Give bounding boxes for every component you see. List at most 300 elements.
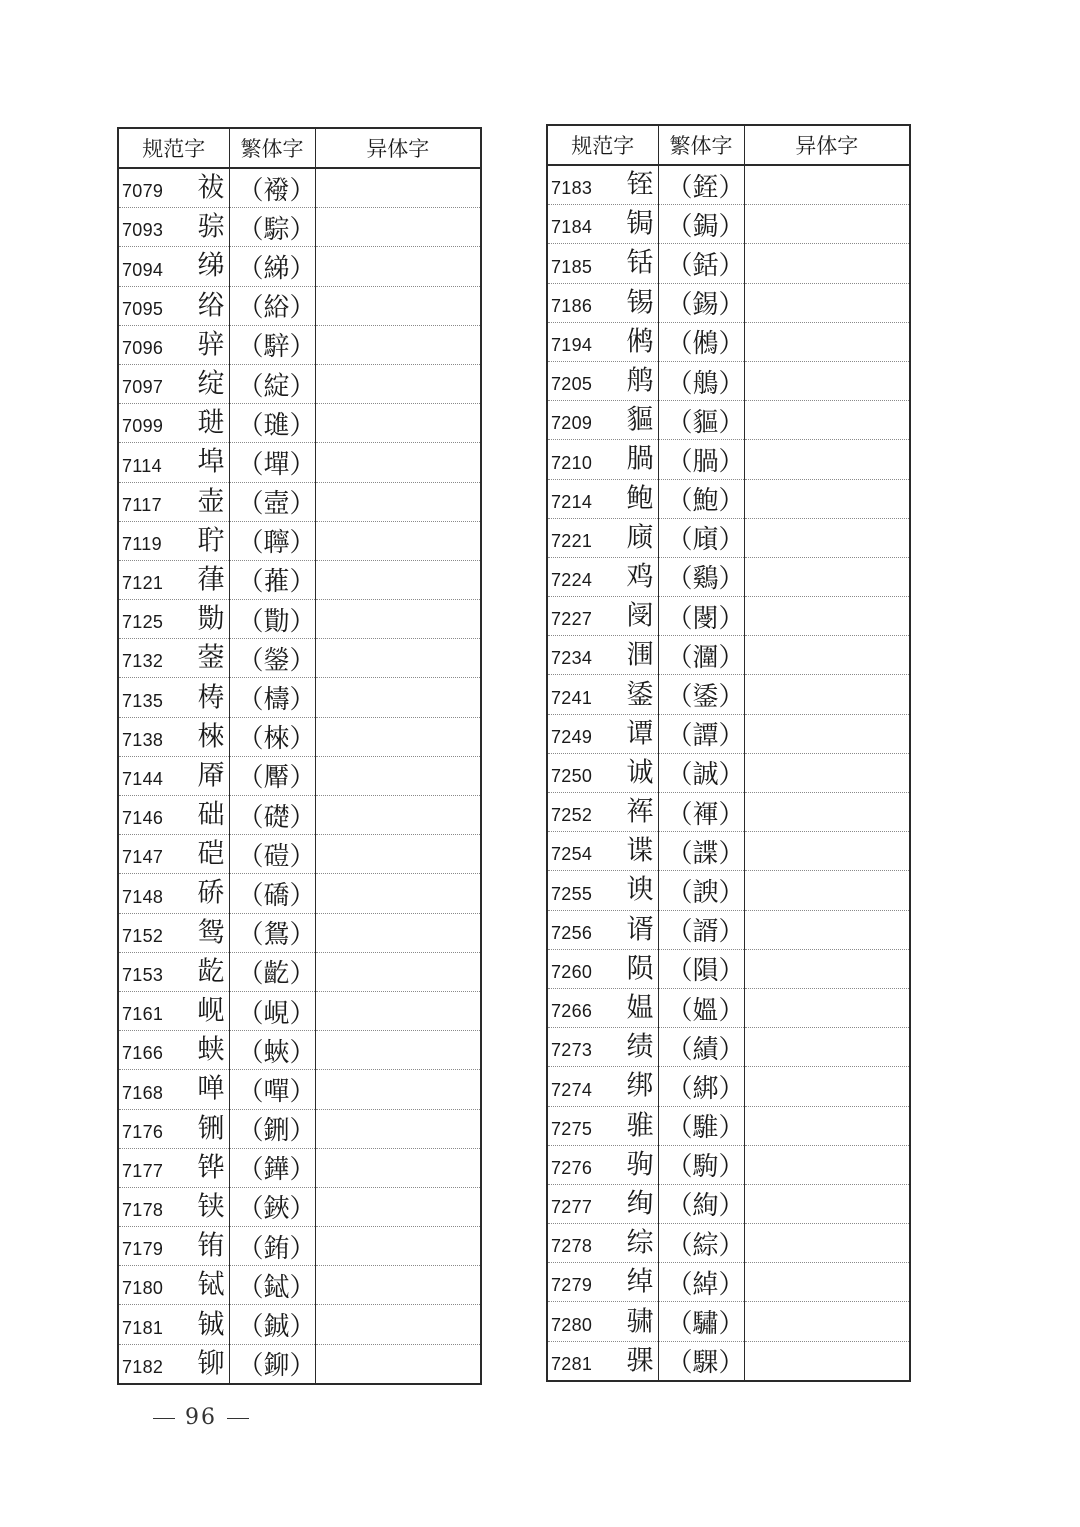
traditional-char: （鷄） xyxy=(658,557,744,596)
standard-cell xyxy=(118,560,229,599)
table-row xyxy=(118,874,481,913)
standard-char: 阌 xyxy=(626,600,654,632)
traditional-char: （齕） xyxy=(229,952,315,991)
variant-char xyxy=(315,639,481,678)
char-code: 7183 xyxy=(551,178,593,199)
table-row xyxy=(547,636,910,675)
table-row xyxy=(118,208,481,247)
variant-char xyxy=(744,479,910,518)
char-code: 7205 xyxy=(551,374,593,395)
char-code: 7210 xyxy=(551,452,593,473)
char-code: 7279 xyxy=(551,1275,593,1296)
standard-char: 鋈 xyxy=(626,679,654,711)
table-row xyxy=(118,482,481,521)
page-footer xyxy=(143,1405,259,1430)
variant-char xyxy=(744,1184,910,1223)
traditional-char: （鉚） xyxy=(229,1344,315,1384)
standard-char: 厣 xyxy=(197,760,225,792)
standard-cell xyxy=(547,322,658,361)
standard-cell xyxy=(547,1067,658,1106)
variant-char xyxy=(744,675,910,714)
traditional-char: （璡） xyxy=(229,404,315,443)
char-code: 7185 xyxy=(551,256,593,277)
table-row xyxy=(118,1344,481,1384)
standard-cell xyxy=(547,244,658,283)
table-row xyxy=(118,717,481,756)
table-row xyxy=(547,753,910,792)
standard-char: 蛱 xyxy=(197,1034,225,1066)
standard-char: 貙 xyxy=(626,404,654,436)
table-row xyxy=(547,1067,910,1106)
table-row xyxy=(547,165,910,205)
table-row xyxy=(547,205,910,244)
standard-cell xyxy=(547,675,658,714)
variant-char xyxy=(744,1106,910,1145)
char-code: 7138 xyxy=(122,729,164,750)
char-code: 7161 xyxy=(122,1004,164,1025)
char-code: 7182 xyxy=(122,1356,164,1377)
table-row xyxy=(118,913,481,952)
char-code: 7266 xyxy=(551,1001,593,1022)
variant-char xyxy=(315,952,481,991)
traditional-char: （絢） xyxy=(658,1184,744,1223)
standard-cell xyxy=(547,557,658,596)
traditional-char: （騍） xyxy=(658,1341,744,1381)
standard-char: 铗 xyxy=(197,1191,225,1223)
variant-char xyxy=(315,600,481,639)
char-code: 7096 xyxy=(122,337,164,358)
char-code: 7221 xyxy=(551,530,593,551)
traditional-char: （騌） xyxy=(229,208,315,247)
char-code: 7276 xyxy=(551,1157,593,1178)
standard-char: 庼 xyxy=(626,522,654,554)
standard-cell xyxy=(118,1031,229,1070)
traditional-char: （鏵） xyxy=(229,1148,315,1187)
standard-cell xyxy=(118,521,229,560)
standard-cell xyxy=(547,636,658,675)
table-row xyxy=(118,560,481,599)
traditional-char: （鋏） xyxy=(229,1187,315,1226)
char-code: 7117 xyxy=(122,494,162,515)
table-row xyxy=(547,401,910,440)
standard-cell xyxy=(118,404,229,443)
standard-char: 谀 xyxy=(626,874,654,906)
standard-cell xyxy=(547,361,658,400)
table-row xyxy=(118,678,481,717)
table-row xyxy=(547,988,910,1027)
table-row xyxy=(118,364,481,403)
variant-char xyxy=(315,1227,481,1266)
standard-cell xyxy=(547,714,658,753)
variant-char xyxy=(315,796,481,835)
standard-char: 绰 xyxy=(626,1266,654,1298)
variant-char xyxy=(744,205,910,244)
standard-cell xyxy=(547,165,658,205)
standard-char: 骍 xyxy=(197,329,225,361)
standard-char: 陨 xyxy=(626,953,654,985)
standard-char: 硚 xyxy=(197,877,225,909)
standard-char: 壶 xyxy=(197,486,225,518)
standard-cell xyxy=(547,205,658,244)
variant-char xyxy=(315,560,481,599)
table-row xyxy=(547,322,910,361)
variant-char xyxy=(315,208,481,247)
table-row xyxy=(547,1341,910,1381)
standard-cell xyxy=(547,1302,658,1341)
standard-char: 岘 xyxy=(197,995,225,1027)
variant-char xyxy=(315,678,481,717)
header-standard: 规范字 xyxy=(118,128,229,168)
traditional-char: （峴） xyxy=(229,991,315,1030)
char-code: 7168 xyxy=(122,1082,164,1103)
variant-char xyxy=(315,1031,481,1070)
variant-char xyxy=(744,753,910,792)
traditional-char: （誠） xyxy=(658,753,744,792)
traditional-char: （礎） xyxy=(229,796,315,835)
standard-cell xyxy=(547,1106,658,1145)
right-char-table xyxy=(546,124,911,1382)
variant-char xyxy=(315,913,481,952)
char-code: 7177 xyxy=(122,1160,164,1181)
table-row xyxy=(118,286,481,325)
char-code: 7277 xyxy=(551,1197,593,1218)
traditional-char: （駒） xyxy=(658,1145,744,1184)
standard-char: 祓 xyxy=(197,172,225,204)
standard-char: 棶 xyxy=(197,721,225,753)
traditional-char: （棶） xyxy=(229,717,315,756)
variant-char xyxy=(315,1148,481,1187)
variant-char xyxy=(315,756,481,795)
variant-char xyxy=(315,325,481,364)
standard-cell xyxy=(118,1305,229,1344)
table-row xyxy=(547,597,910,636)
standard-cell xyxy=(118,796,229,835)
header-standard: 规范字 xyxy=(547,125,658,165)
variant-char xyxy=(744,401,910,440)
traditional-char: （綜） xyxy=(658,1224,744,1263)
standard-char: 鸡 xyxy=(626,561,654,593)
standard-cell xyxy=(118,991,229,1030)
standard-char: 绤 xyxy=(197,290,225,322)
standard-char: 鲍 xyxy=(626,483,654,515)
char-code: 7227 xyxy=(551,609,593,630)
variant-char xyxy=(744,793,910,832)
standard-char: 媪 xyxy=(626,992,654,1024)
char-code: 7095 xyxy=(122,298,164,319)
table-row xyxy=(547,1263,910,1302)
standard-cell xyxy=(118,443,229,482)
traditional-char: （墠） xyxy=(229,443,315,482)
table-row xyxy=(547,675,910,714)
standard-cell xyxy=(547,479,658,518)
standard-cell xyxy=(118,756,229,795)
table-row xyxy=(118,521,481,560)
variant-char xyxy=(315,521,481,560)
header-row xyxy=(118,128,481,168)
char-code: 7275 xyxy=(551,1118,593,1139)
footer-dash-left xyxy=(153,1418,175,1419)
table-row xyxy=(118,1109,481,1148)
char-code: 7254 xyxy=(551,844,593,865)
table-row xyxy=(547,557,910,596)
char-code: 7121 xyxy=(122,573,164,594)
standard-char: 勚 xyxy=(197,603,225,635)
standard-char: 绩 xyxy=(626,1031,654,1063)
standard-char: 裈 xyxy=(626,796,654,828)
traditional-char: （騅） xyxy=(658,1106,744,1145)
standard-char: 琎 xyxy=(197,407,225,439)
standard-cell xyxy=(118,286,229,325)
standard-cell xyxy=(118,913,229,952)
standard-cell xyxy=(118,678,229,717)
table-row xyxy=(118,1305,481,1344)
standard-cell xyxy=(547,1224,658,1263)
char-code: 7224 xyxy=(551,570,593,591)
variant-char xyxy=(744,1067,910,1106)
variant-char xyxy=(315,1344,481,1384)
variant-char xyxy=(744,1145,910,1184)
table-row xyxy=(118,443,481,482)
standard-cell xyxy=(118,600,229,639)
standard-cell xyxy=(118,247,229,286)
traditional-char: （鋱） xyxy=(229,1266,315,1305)
traditional-char: （媼） xyxy=(658,988,744,1027)
traditional-char: （蓷） xyxy=(229,560,315,599)
char-code: 7176 xyxy=(122,1121,164,1142)
table-row xyxy=(118,639,481,678)
standard-char: 锔 xyxy=(626,208,654,240)
traditional-char: （諛） xyxy=(658,871,744,910)
char-code: 7153 xyxy=(122,964,164,985)
standard-char: 葎 xyxy=(197,564,225,596)
table-row xyxy=(118,1266,481,1305)
table-row xyxy=(118,1227,481,1266)
traditional-char: （綌） xyxy=(229,286,315,325)
table-row xyxy=(118,991,481,1030)
char-code: 7280 xyxy=(551,1314,593,1335)
variant-char xyxy=(744,1341,910,1381)
traditional-char: （驌） xyxy=(658,1302,744,1341)
standard-cell xyxy=(118,1227,229,1266)
variant-char xyxy=(315,247,481,286)
standard-char: 骔 xyxy=(197,211,225,243)
table-row xyxy=(118,247,481,286)
table-row xyxy=(547,1028,910,1067)
traditional-char: （貙） xyxy=(658,401,744,440)
traditional-char: （鋦） xyxy=(658,205,744,244)
traditional-char: （磑） xyxy=(229,835,315,874)
standard-char: 梼 xyxy=(197,682,225,714)
variant-char xyxy=(744,244,910,283)
char-code: 7194 xyxy=(551,334,593,355)
traditional-char: （廎） xyxy=(658,518,744,557)
char-code: 7079 xyxy=(122,181,164,202)
traditional-char: （鵃） xyxy=(658,361,744,400)
traditional-char: （鮑） xyxy=(658,479,744,518)
standard-char: 绽 xyxy=(197,368,225,400)
header-variant: 异体字 xyxy=(744,125,910,165)
standard-char: 涠 xyxy=(626,639,654,671)
left-char-table xyxy=(117,127,482,1385)
char-code: 7144 xyxy=(122,769,164,789)
variant-char xyxy=(744,988,910,1027)
char-code: 7214 xyxy=(551,491,593,512)
char-code: 7256 xyxy=(551,922,593,943)
standard-cell xyxy=(547,1145,658,1184)
standard-char: 铖 xyxy=(197,1309,225,1341)
char-code: 7114 xyxy=(122,455,162,476)
variant-char xyxy=(744,949,910,988)
traditional-char: （襏） xyxy=(229,168,315,208)
char-code: 7252 xyxy=(551,805,593,826)
variant-char xyxy=(744,557,910,596)
traditional-char: （諝） xyxy=(658,910,744,949)
header-traditional: 繁体字 xyxy=(658,125,744,165)
table-row xyxy=(118,1187,481,1226)
standard-cell xyxy=(118,325,229,364)
variant-char xyxy=(315,482,481,521)
standard-cell xyxy=(547,1263,658,1302)
standard-char: 鸳 xyxy=(197,917,225,949)
char-code: 7255 xyxy=(551,883,593,904)
standard-cell xyxy=(118,952,229,991)
traditional-char: （鋈） xyxy=(658,675,744,714)
standard-char: 硙 xyxy=(197,838,225,870)
standard-cell xyxy=(547,1184,658,1223)
char-code: 7260 xyxy=(551,961,593,982)
variant-char xyxy=(744,165,910,205)
traditional-char: （綻） xyxy=(229,364,315,403)
char-code: 7180 xyxy=(122,1278,164,1299)
standard-char: 铧 xyxy=(197,1152,225,1184)
traditional-char: （綽） xyxy=(658,1263,744,1302)
traditional-char: （銛） xyxy=(658,244,744,283)
standard-cell xyxy=(547,283,658,322)
traditional-char: （檮） xyxy=(229,678,315,717)
table-row xyxy=(118,835,481,874)
table-row xyxy=(547,1145,910,1184)
standard-cell xyxy=(118,364,229,403)
traditional-char: （鵂） xyxy=(658,322,744,361)
variant-char xyxy=(744,518,910,557)
standard-char: 锡 xyxy=(626,287,654,319)
standard-char: 鸺 xyxy=(626,326,654,358)
traditional-char: （勩） xyxy=(229,600,315,639)
standard-cell xyxy=(118,874,229,913)
variant-char xyxy=(744,1028,910,1067)
standard-char: 谭 xyxy=(626,718,654,750)
traditional-char: （壼） xyxy=(229,482,315,521)
standard-cell xyxy=(547,871,658,910)
variant-char xyxy=(315,168,481,208)
variant-char xyxy=(315,1266,481,1305)
traditional-char: （銪） xyxy=(229,1227,315,1266)
table-row xyxy=(547,518,910,557)
standard-char: 诚 xyxy=(626,757,654,789)
char-code: 7179 xyxy=(122,1239,164,1260)
variant-char xyxy=(744,440,910,479)
table-row xyxy=(547,1302,910,1341)
standard-cell xyxy=(547,440,658,479)
char-code: 7094 xyxy=(122,259,164,280)
variant-char xyxy=(315,1187,481,1226)
char-code: 7148 xyxy=(122,886,164,907)
char-code: 7274 xyxy=(551,1079,593,1100)
char-code: 7093 xyxy=(122,220,164,241)
header-traditional: 繁体字 xyxy=(229,128,315,168)
variant-char xyxy=(744,910,910,949)
standard-cell xyxy=(547,793,658,832)
standard-cell xyxy=(547,753,658,792)
char-code: 7166 xyxy=(122,1043,164,1064)
char-code: 7132 xyxy=(122,651,164,672)
standard-cell xyxy=(118,168,229,208)
standard-char: 础 xyxy=(197,799,225,831)
traditional-char: （閿） xyxy=(658,597,744,636)
standard-char: 铆 xyxy=(197,1348,225,1380)
header-variant: 异体字 xyxy=(315,128,481,168)
traditional-char: （嘽） xyxy=(229,1070,315,1109)
standard-cell xyxy=(118,639,229,678)
table-row xyxy=(547,1184,910,1223)
table-row xyxy=(547,793,910,832)
char-code: 7241 xyxy=(551,687,593,708)
variant-char xyxy=(315,286,481,325)
footer-dash-right xyxy=(227,1418,249,1419)
variant-char xyxy=(315,835,481,874)
traditional-char: （厴） xyxy=(229,756,315,795)
traditional-char: （鎣） xyxy=(229,639,315,678)
standard-cell xyxy=(547,988,658,1027)
traditional-char: （綈） xyxy=(229,247,315,286)
char-code: 7181 xyxy=(122,1317,164,1338)
table-row xyxy=(547,1106,910,1145)
variant-char xyxy=(315,874,481,913)
standard-char: 龁 xyxy=(197,956,225,988)
char-code: 7119 xyxy=(122,533,162,554)
traditional-char: （聹） xyxy=(229,521,315,560)
variant-char xyxy=(744,832,910,871)
table-row xyxy=(118,756,481,795)
standard-char: 骕 xyxy=(626,1306,654,1338)
variant-char xyxy=(315,1305,481,1344)
traditional-char: （隕） xyxy=(658,949,744,988)
standard-char: 绚 xyxy=(626,1188,654,1220)
standard-char: 绨 xyxy=(197,250,225,282)
char-code: 7186 xyxy=(551,295,593,316)
standard-char: 骓 xyxy=(626,1110,654,1142)
table-row xyxy=(118,600,481,639)
standard-char: 绑 xyxy=(626,1070,654,1102)
char-code: 7147 xyxy=(122,847,164,868)
standard-char: 谍 xyxy=(626,835,654,867)
standard-char: 综 xyxy=(626,1227,654,1259)
standard-cell xyxy=(547,597,658,636)
traditional-char: （績） xyxy=(658,1028,744,1067)
standard-cell xyxy=(118,835,229,874)
standard-char: 驹 xyxy=(626,1149,654,1181)
table-row xyxy=(547,244,910,283)
variant-char xyxy=(315,1109,481,1148)
standard-char: 铚 xyxy=(626,169,654,201)
table-row xyxy=(547,871,910,910)
table-row xyxy=(118,796,481,835)
standard-char: 蓥 xyxy=(197,642,225,674)
variant-char xyxy=(315,443,481,482)
variant-char xyxy=(744,871,910,910)
table-row xyxy=(118,1031,481,1070)
char-code: 7178 xyxy=(122,1200,164,1221)
